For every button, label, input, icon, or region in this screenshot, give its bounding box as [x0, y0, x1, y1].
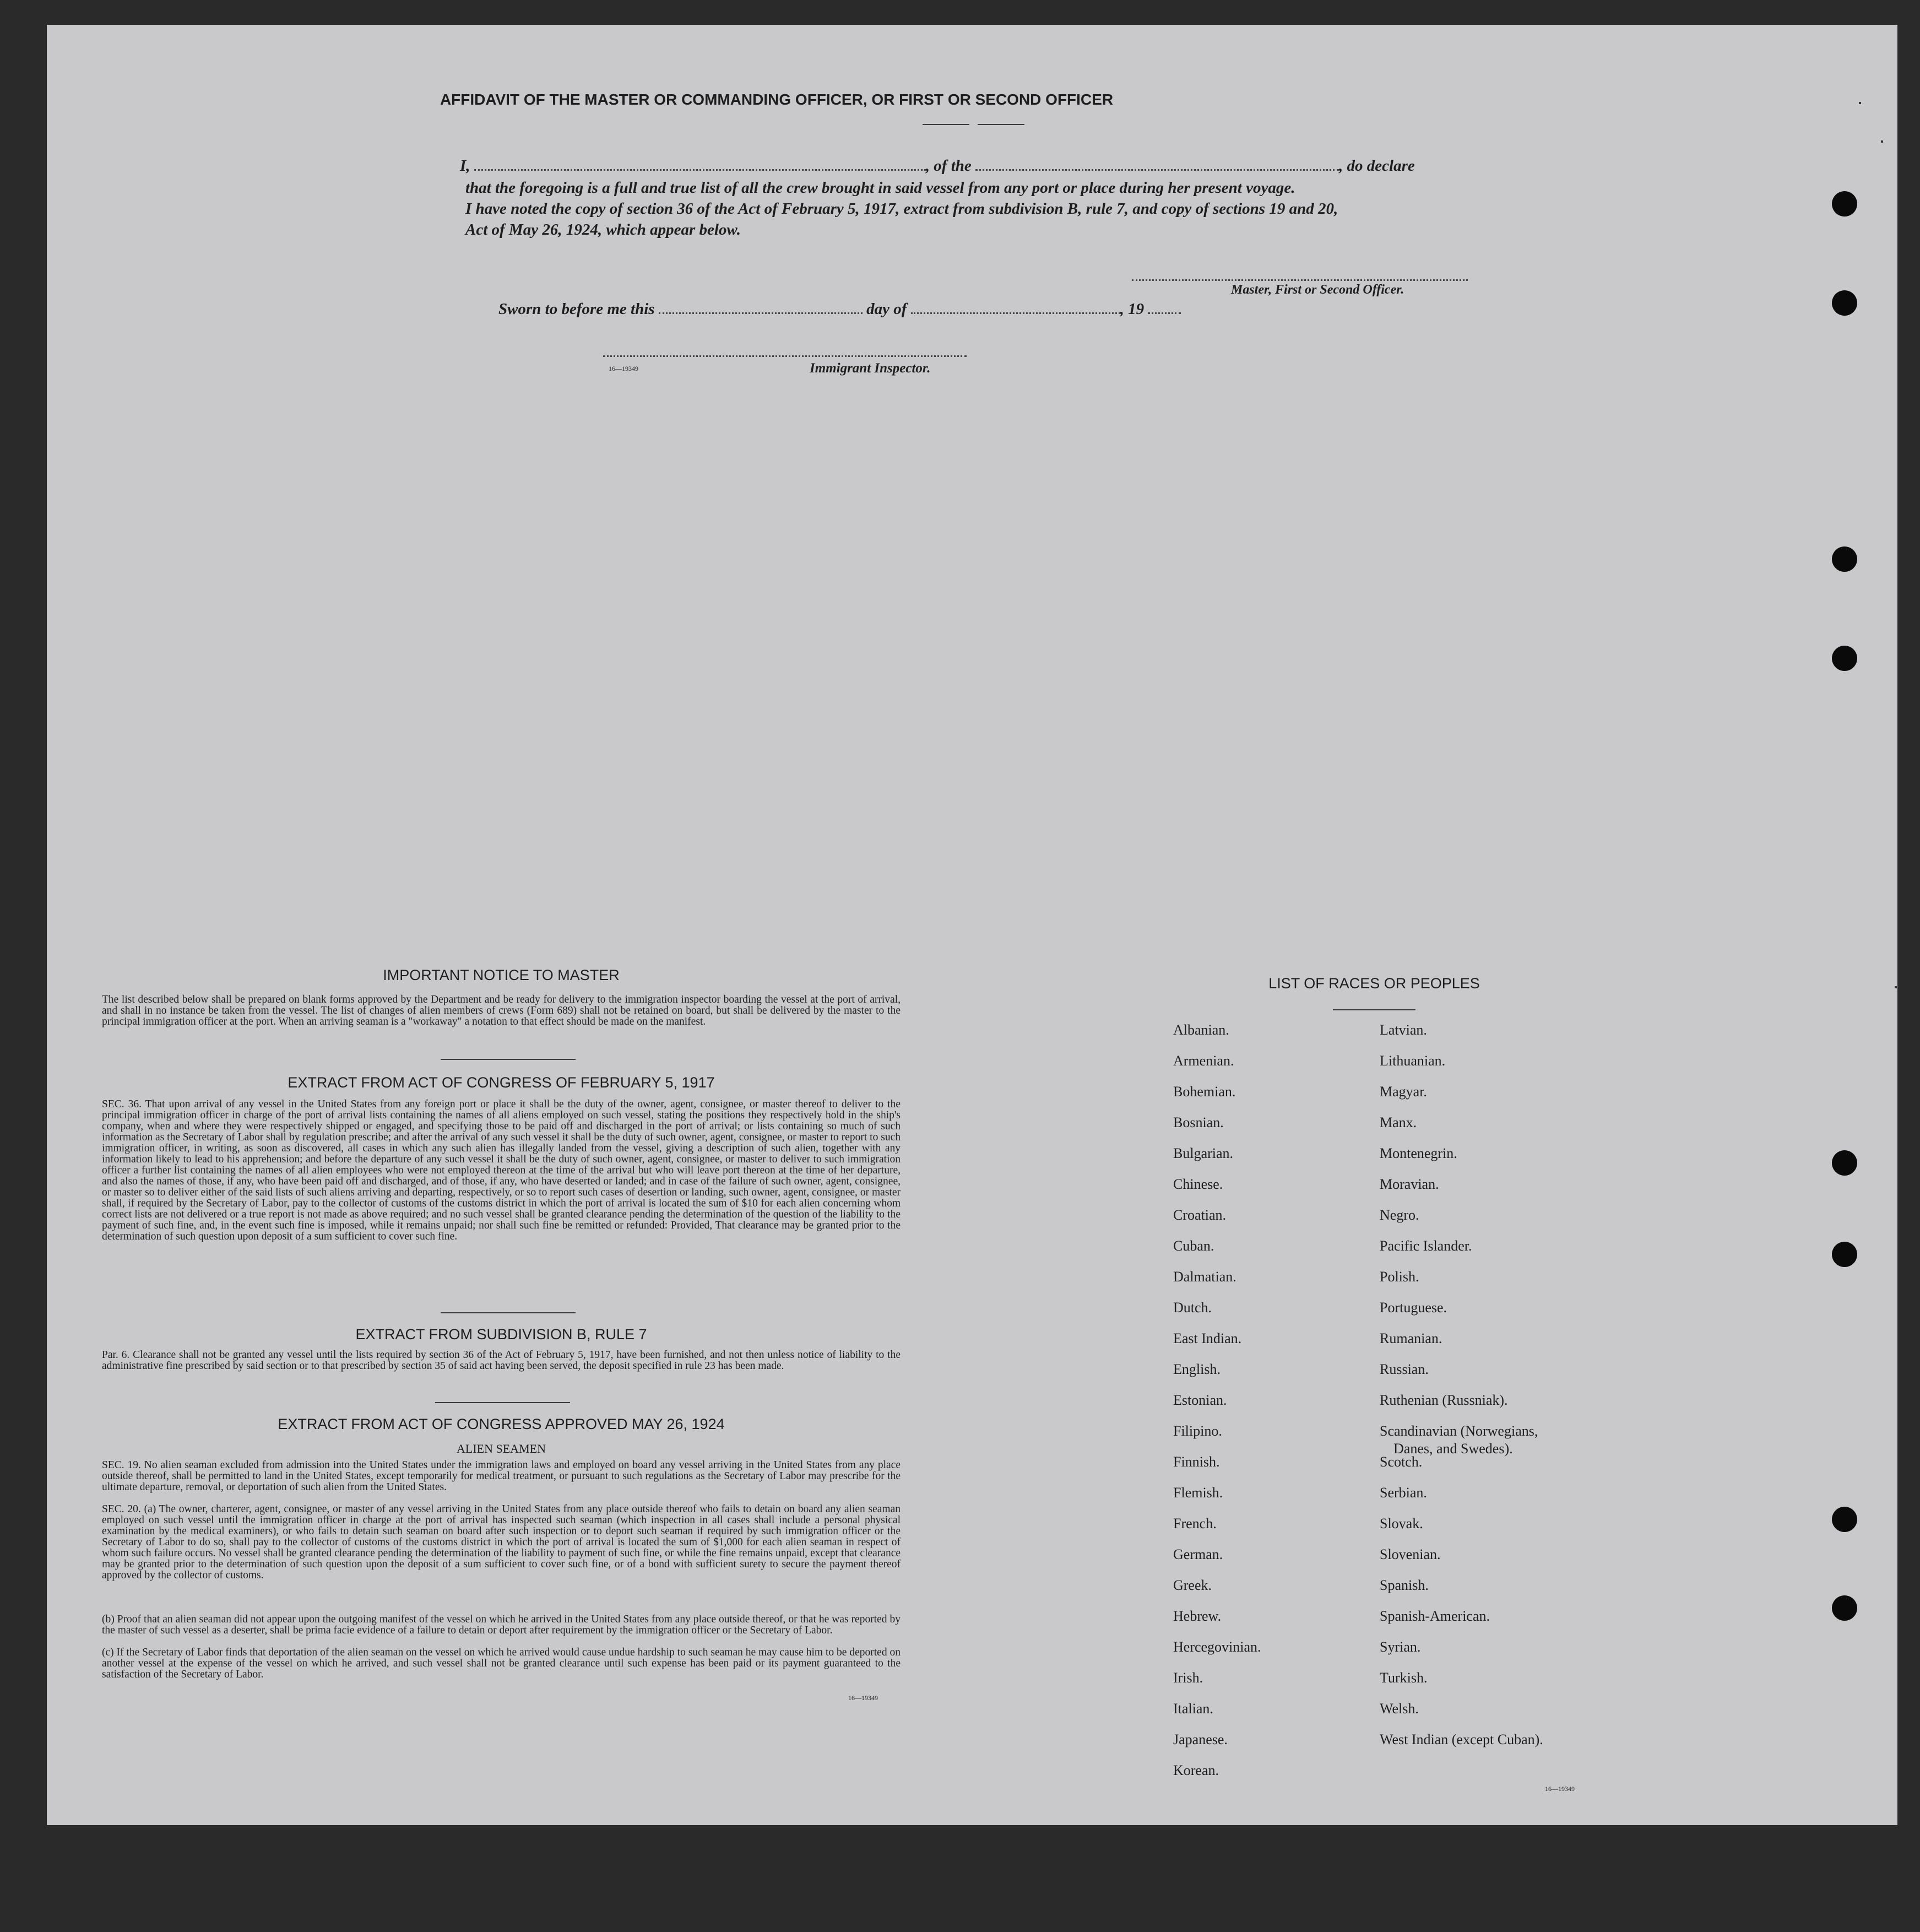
- race-item: East Indian.: [1173, 1330, 1242, 1346]
- notice-divider: [441, 1059, 576, 1060]
- punch-hole: [1832, 191, 1857, 217]
- race-item: Pacific Islander.: [1380, 1238, 1472, 1254]
- document-sheet: [47, 25, 1897, 1825]
- extract-1917-body: SEC. 36. That upon arrival of any vessel in the United States from any foreign port or place it shall be the duty of the owner, agent, consignee, or master thereof to deliver to the principal immigration officer in charge of the port of arrival lists containing the names of all aliens employed on such vessel, stating the positions they respectively hold in the ship's company, when and where they were respectively shipped or engaged, and specifying those to be paid off and discharged in the port of arrival; or lists containing so much of such information as the Secretary of Labor shall by regulation prescribe; and after the arrival of any such vessel it shall be the duty of such owner, agent, consignee, or master to report to such immigration officer, in writing, as soon as discovered, all cases in which any such alien has illegally landed from the vessel, giving a description of such alien, together with any information likely to lead to his apprehension; and before the departure of any such vessel it shall be the duty of such owner, agent, consignee, or master to deliver to such immigration officer a further list containing the names of all alien employees who were not employed thereon at the time of the arrival but who will leave port thereon at the time of her departure, and also the names of those, if any, who have been paid off and discharged, and of those, if any, who have deserted or landed; and in case of the failure of such owner, agent, consignee, or master so to deliver either of the said lists of such aliens arriving and departing, respectively, or so to report such cases of desertion or landing, such owner, agent, consignee, or master shall, if required by the Secretary of Labor, pay to the collector of customs of the customs district in which the port of arrival is located the sum of $10 for each alien concerning whom correct lists are not delivered or a true report is not made as above required; and no such vessel shall be granted clearance pending the determination of the question of the liability to the payment of such fine, and, in the event such fine is imposed, while it remains unpaid; nor shall such fine be remitted or refunded: Provided, That clearance may be granted prior to the determination of such question upon deposit of a sum sufficient to cover such fine.: [102, 1098, 901, 1242]
- punch-hole: [1832, 290, 1857, 316]
- punch-hole: [1832, 1242, 1857, 1267]
- punch-hole: [1832, 1150, 1857, 1176]
- sworn-day-label: day of: [866, 300, 907, 318]
- race-item: Hercegovinian.: [1173, 1639, 1261, 1655]
- rule7-divider: [435, 1402, 570, 1403]
- race-item: Estonian.: [1173, 1392, 1227, 1408]
- affidavit-form-number: 16—19349: [609, 365, 638, 372]
- master-signature-line[interactable]: [1132, 279, 1468, 281]
- sworn-day-field[interactable]: [659, 312, 863, 314]
- race-item: Slovak.: [1380, 1516, 1423, 1531]
- race-item: English.: [1173, 1361, 1221, 1377]
- inspector-signature-line[interactable]: [603, 355, 967, 357]
- vessel-name-field[interactable]: [975, 169, 1339, 171]
- race-item: Manx.: [1380, 1114, 1417, 1130]
- races-title: LIST OF RACES OR PEOPLES: [1268, 975, 1480, 992]
- race-item: Scandinavian (Norwegians,: [1380, 1423, 1538, 1439]
- title-divider-right: [978, 124, 1024, 125]
- race-item: Spanish-American.: [1380, 1608, 1490, 1624]
- affidavit-title: AFFIDAVIT OF THE MASTER OR COMMANDING OFFICER, OR FIRST OR SECOND OFFICER: [440, 91, 1114, 108]
- race-item: West Indian (except Cuban).: [1380, 1731, 1543, 1747]
- rule7-body: Par. 6. Clearance shall not be granted any vessel until the lists required by section 36 of the Act of February 5, 1917, have been furnished, and not then unless notice of liability to the administrative fine prescribed by said section or to that prescribed by section 35 of said act having been served, the deposit specified in rule 23 has been made.: [102, 1349, 901, 1372]
- races-divider: [1333, 1009, 1415, 1010]
- race-item: Lithuanian.: [1380, 1053, 1446, 1069]
- race-item: Japanese.: [1173, 1731, 1228, 1747]
- race-item: Ruthenian (Russniak).: [1380, 1392, 1508, 1408]
- race-item: Syrian.: [1380, 1639, 1421, 1655]
- inspector-caption: Immigrant Inspector.: [810, 361, 931, 376]
- affidavit-line-3: I have noted the copy of section 36 of the Act of February 5, 1917, extract from subdivision B, rule 7, and copy of sections 19 and 20,: [465, 200, 1338, 218]
- race-item: Greek.: [1173, 1577, 1212, 1593]
- race-item: Danes, and Swedes).: [1393, 1441, 1513, 1457]
- punch-hole: [1832, 1595, 1857, 1621]
- race-item: German.: [1173, 1546, 1223, 1562]
- race-item: Dalmatian.: [1173, 1269, 1236, 1285]
- extract-1924-title: EXTRACT FROM ACT OF CONGRESS APPROVED MAY 26, 1924: [278, 1416, 725, 1432]
- race-item: Flemish.: [1173, 1485, 1223, 1501]
- race-item: Bohemian.: [1173, 1084, 1236, 1100]
- race-item: Turkish.: [1380, 1670, 1428, 1686]
- notice-body: The list described below shall be prepared on blank forms approved by the Department and be ready for delivery to the immigration inspector boarding the vessel at the port of arrival, and shall in no instance be taken from the vessel. The list of changes of alien members of crews (Form 689) shall not be retained on board, but shall be delivered by the master to the principal immigration officer at the port. When an arriving seaman is a "workaway" a notation to that effect should be made on the manifest.: [102, 994, 901, 1027]
- sec-20c-body: (c) If the Secretary of Labor finds that deportation of the alien seaman on the vessel on which he arrived would cause undue hardship to such seaman he may cause him to be deported on another vessel at the expense of the vessel on which he arrived, and such vessel shall not be granted clearance until such expense has been paid or its payment guaranteed to the satisfaction of the Secretary of Labor.: [102, 1647, 901, 1680]
- races-form-number: 16—19349: [1545, 1785, 1575, 1793]
- extract-1917-divider: [441, 1312, 576, 1313]
- race-item: Welsh.: [1380, 1701, 1419, 1717]
- race-item: Dutch.: [1173, 1300, 1212, 1316]
- race-item: Latvian.: [1380, 1022, 1427, 1038]
- declarant-prefix: I,: [460, 157, 470, 175]
- punch-hole: [1832, 646, 1857, 671]
- race-item: Montenegrin.: [1380, 1145, 1457, 1161]
- master-signature-caption: Master, First or Second Officer.: [1231, 283, 1404, 297]
- race-item: Bulgarian.: [1173, 1145, 1234, 1161]
- race-item: Bosnian.: [1173, 1114, 1224, 1130]
- declarant-name-field[interactable]: [474, 169, 926, 171]
- race-item: Irish.: [1173, 1670, 1203, 1686]
- punch-hole: [1832, 546, 1857, 572]
- race-item: Hebrew.: [1173, 1608, 1222, 1624]
- scan-speck: [1895, 986, 1897, 988]
- race-item: Moravian.: [1380, 1176, 1439, 1192]
- extract-1917-title: EXTRACT FROM ACT OF CONGRESS OF FEBRUARY 5, 1917: [288, 1074, 715, 1091]
- race-item: Croatian.: [1173, 1207, 1227, 1223]
- affidavit-line-1: [460, 157, 1534, 175]
- scan-speck: [1881, 140, 1883, 143]
- race-item: Cuban.: [1173, 1238, 1214, 1254]
- race-item: Serbian.: [1380, 1485, 1427, 1501]
- race-item: Italian.: [1173, 1701, 1213, 1717]
- race-item: Spanish.: [1380, 1577, 1429, 1593]
- race-item: Armenian.: [1173, 1053, 1234, 1069]
- race-item: Albanian.: [1173, 1022, 1229, 1038]
- affidavit-line-2: that the foregoing is a full and true list of all the crew brought in said vessel from any port or place during her present voyage.: [465, 179, 1295, 197]
- sworn-prefix: Sworn to before me this: [498, 300, 655, 318]
- title-divider-left: [923, 124, 969, 125]
- race-item: Negro.: [1380, 1207, 1419, 1223]
- race-item: Magyar.: [1380, 1084, 1427, 1100]
- race-item: Scotch.: [1380, 1454, 1423, 1470]
- rule7-title: EXTRACT FROM SUBDIVISION B, RULE 7: [355, 1326, 647, 1343]
- race-item: Finnish.: [1173, 1454, 1220, 1470]
- race-item: Filipino.: [1173, 1423, 1222, 1439]
- sworn-year-field[interactable]: [1148, 312, 1181, 314]
- race-item: Rumanian.: [1380, 1330, 1442, 1346]
- race-item: Slovenian.: [1380, 1546, 1441, 1562]
- extract-form-number: 16—19349: [848, 1694, 878, 1702]
- notice-title: IMPORTANT NOTICE TO MASTER: [383, 967, 620, 983]
- scan-speck: [1859, 102, 1861, 104]
- race-item: French.: [1173, 1516, 1217, 1531]
- race-item: Russian.: [1380, 1361, 1429, 1377]
- punch-hole: [1832, 1507, 1857, 1532]
- sworn-line: [498, 300, 1325, 318]
- sworn-year-label: , 19: [1120, 300, 1145, 318]
- sec-20a-body: SEC. 20. (a) The owner, charterer, agent, consignee, or master of any vessel arriving in the United States from any place outside thereof who fails to detain on board any alien seaman employed on such vessel until the immigration officer in charge at the port of arrival has inspected such seaman (which inspection in all cases shall include a personal physical examination by the medical examiners), or who fails to detain such seaman on board after such inspection or to deport such seaman if required by such immigration officer or the Secretary of Labor to do so, shall pay to the collector of customs of the customs district in which the port of arrival is located the sum of $1,000 for each alien seaman in respect of whom such failure occurs. No vessel shall be granted clearance pending the determination of the liability to payment of such fine, or while the fine remains unpaid, except that clearance may be granted prior to the determination of such question upon the deposit of a sum sufficient to cover such fine, or of a bond with sufficient surety to secure the payment thereof approved by the collector of customs.: [102, 1503, 901, 1581]
- race-item: Chinese.: [1173, 1176, 1223, 1192]
- affidavit-line-4: Act of May 26, 1924, which appear below.: [465, 221, 741, 239]
- sworn-month-field[interactable]: [911, 312, 1120, 314]
- race-item: Portuguese.: [1380, 1300, 1447, 1316]
- vessel-label: , of the: [925, 157, 972, 175]
- sec-20b-body: (b) Proof that an alien seaman did not appear upon the outgoing manifest of the vessel on which he arrived in the United States from any place outside thereof, or that he was reported by the master of such vessel as a deserter, shall be prima facie evidence of a failure to detain or deport after requirement by the immigration officer or the Secretary of Labor.: [102, 1614, 901, 1636]
- extract-1924-subtitle: ALIEN SEAMEN: [457, 1442, 546, 1455]
- declare-label: , do declare: [1339, 157, 1415, 175]
- sec-19-body: SEC. 19. No alien seaman excluded from admission into the United States under the immigration laws and employed on board any vessel arriving in the United States from any place outside thereof, shall be permitted to land in the United States, except temporarily for medical treatment, or pursuant to such regulations as the Secretary of Labor may prescribe for the ultimate departure, removal, or deportation of such alien from the United States.: [102, 1459, 901, 1493]
- race-item: Polish.: [1380, 1269, 1419, 1285]
- race-item: Korean.: [1173, 1762, 1219, 1778]
